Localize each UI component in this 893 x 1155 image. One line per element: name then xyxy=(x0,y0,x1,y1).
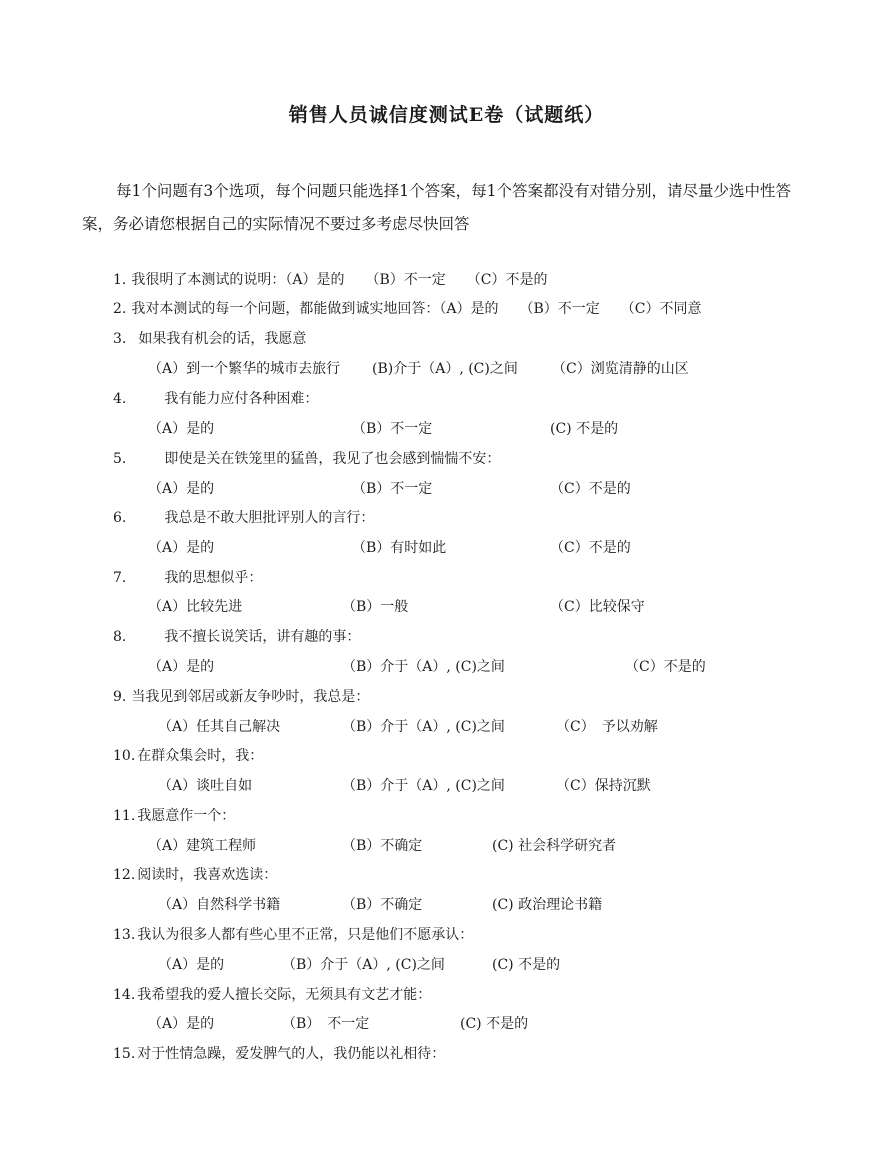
question-text: 我愿意作一个： xyxy=(137,808,236,824)
question-4-option-a: （A）是的 xyxy=(148,421,215,437)
question-number: 9. xyxy=(113,689,127,705)
instructions-paragraph: 每1个问题有3个选项，每个问题只能选择1个答案，每1个答案都没有对错分别，请尽量少选中性答案，务必请您根据自己的实际情况不要过多考虑尽快回答 xyxy=(82,182,791,233)
question-13-option-b: （B）介于（A）, (C)之间 xyxy=(282,957,445,973)
question-14-option-c: (C) 不是的 xyxy=(460,1016,529,1032)
question-8-option-a: （A）是的 xyxy=(148,659,215,675)
question-7 xyxy=(113,568,262,588)
question-number: 1. xyxy=(113,272,127,288)
question-10 xyxy=(113,746,263,766)
question-6-option-b: （B）有时如此 xyxy=(352,540,447,556)
question-2 xyxy=(113,299,701,319)
question-text: 我希望我的爱人擅长交际，无须具有文艺才能： xyxy=(137,987,432,1003)
question-number: 5. xyxy=(113,451,127,467)
document-title: 销售人员诚信度测试E卷（试题纸） xyxy=(288,104,605,126)
question-15 xyxy=(113,1044,445,1064)
question-text: 我认为很多人都有些心里不正常，只是他们不愿承认： xyxy=(137,927,474,943)
question-10-option-a: （A）谈吐自如 xyxy=(158,778,253,794)
question-text: 我的思想似乎： xyxy=(164,570,263,586)
question-text: 对于性情急躁，爱发脾气的人，我仍能以礼相待： xyxy=(137,1046,446,1062)
question-number: 12. xyxy=(113,867,136,883)
question-text: 我有能力应付各种困难： xyxy=(164,391,319,407)
question-7-option-b: （B）一般 xyxy=(342,599,409,615)
question-13 xyxy=(113,925,473,945)
question-text: 我很明了本测试的说明：（A）是的 （B）不一定 （C）不是的 xyxy=(131,272,548,288)
question-text: 我不擅长说笑话，讲有趣的事： xyxy=(164,629,361,645)
question-9-option-a: （A）任其自己解决 xyxy=(158,719,281,735)
question-4-option-b: （B）不一定 xyxy=(352,421,433,437)
question-14-option-a: （A）是的 xyxy=(148,1016,215,1032)
question-text: 我总是不敢大胆批评别人的言行： xyxy=(164,510,375,526)
question-number: 13. xyxy=(113,927,136,943)
question-5-option-b: （B）不一定 xyxy=(352,481,433,497)
question-number: 11. xyxy=(113,808,136,824)
question-number: 15. xyxy=(113,1046,136,1062)
question-3-option-a: （A）到一个繁华的城市去旅行 xyxy=(148,361,341,377)
question-3-option-b: (B)介于（A）, (C)之间 xyxy=(372,361,518,377)
question-1 xyxy=(113,270,547,290)
question-9 xyxy=(113,687,369,707)
question-number: 6. xyxy=(113,510,127,526)
question-12 xyxy=(113,865,277,885)
question-14-option-b: （B） 不一定 xyxy=(282,1016,370,1032)
question-8-option-b: （B）介于（A）, (C)之间 xyxy=(342,659,505,675)
question-9-option-b: （B）介于（A）, (C)之间 xyxy=(342,719,505,735)
question-12-option-b: （B）不确定 xyxy=(342,897,423,913)
question-text: 当我见到邻居或新友争吵时，我总是： xyxy=(131,689,370,705)
question-number: 2. xyxy=(113,301,127,317)
question-text: 即使是关在铁笼里的猛兽，我见了也会感到惴惴不安： xyxy=(164,451,501,467)
question-11-option-a: （A）建筑工程师 xyxy=(148,838,257,854)
question-13-option-a: （A）是的 xyxy=(158,957,225,973)
question-11 xyxy=(113,806,235,826)
question-11-option-b: （B）不确定 xyxy=(342,838,423,854)
question-4-option-c: (C) 不是的 xyxy=(550,421,619,437)
question-7-option-a: （A）比较先进 xyxy=(148,599,243,615)
question-text: 在群众集会时，我： xyxy=(137,748,264,764)
question-3 xyxy=(113,329,306,349)
question-5 xyxy=(113,449,500,469)
question-6-option-c: （C）不是的 xyxy=(550,540,631,556)
question-number: 8. xyxy=(113,629,127,645)
question-8-option-c: （C）不是的 xyxy=(625,659,706,675)
question-text: 阅读时，我喜欢选读： xyxy=(137,867,278,883)
question-5-option-c: （C）不是的 xyxy=(550,481,631,497)
question-number: 4. xyxy=(113,391,127,407)
question-14 xyxy=(113,985,431,1005)
question-3-option-c: （C）浏览清静的山区 xyxy=(552,361,689,377)
question-7-option-c: （C）比较保守 xyxy=(550,599,645,615)
question-number: 10. xyxy=(113,748,136,764)
question-10-option-b: （B）介于（A）, (C)之间 xyxy=(342,778,505,794)
question-12-option-a: （A）自然科学书籍 xyxy=(158,897,281,913)
question-5-option-a: （A）是的 xyxy=(148,481,215,497)
question-10-option-c: （C）保持沉默 xyxy=(556,778,651,794)
question-13-option-c: (C) 不是的 xyxy=(492,957,561,973)
question-text: 我对本测试的每一个问题，都能做到诚实地回答：（A）是的 （B）不一定 （C）不同意 xyxy=(131,301,702,317)
question-6 xyxy=(113,508,374,528)
question-number: 14. xyxy=(113,987,136,1003)
question-11-option-c: (C) 社会科学研究者 xyxy=(492,838,617,854)
question-9-option-c: （C） 予以劝解 xyxy=(556,719,658,735)
question-8 xyxy=(113,627,360,647)
question-6-option-a: （A）是的 xyxy=(148,540,215,556)
question-number: 7. xyxy=(113,570,127,586)
question-4 xyxy=(113,389,318,409)
question-number: 3. xyxy=(113,331,127,347)
question-text: 如果我有机会的话，我愿意 xyxy=(138,331,307,347)
question-12-option-c: (C) 政治理论书籍 xyxy=(492,897,603,913)
